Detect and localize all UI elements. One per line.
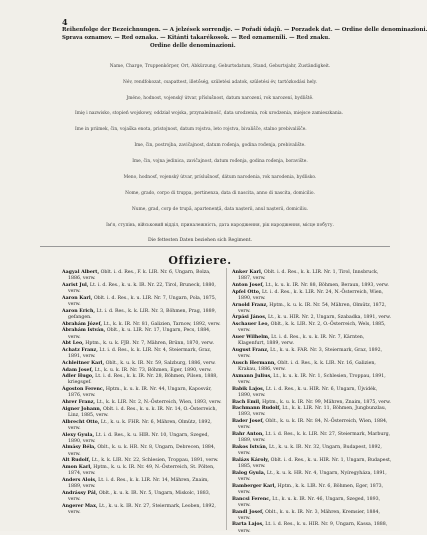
- entry-name: Achleitner Karl,: [62, 360, 105, 366]
- section-title: Offiziere.: [168, 254, 232, 267]
- entries-column-right: [232, 270, 392, 534]
- entry-name: Achatz Franz,: [62, 347, 98, 353]
- entry-name: Ausch Hermann,: [232, 360, 276, 366]
- legend-line-romanian: Nume, grad, corp de trupă, apartenență, data nașterii, anul nașterii, domiciliu.: [131, 207, 309, 212]
- list-item: [62, 491, 222, 503]
- entry-details: Oblt., k. u. k. HR. Nr. 8, Ungarn, Debrecen, 1884, verw.: [68, 445, 216, 457]
- entry-details: Oblt., k. u. k. IR. Nr. 3, Mähren, Kremsier, 1884, verw.: [238, 509, 380, 521]
- list-item: [62, 445, 222, 457]
- section-rule: [40, 246, 390, 247]
- header-line-1: Reihenfolge der Bezeichnungen. — A jelzések sorrendje. — Pořadí údajů. — Porzadek dat. — Ordine delle denominazioni.: [62, 27, 427, 33]
- list-item: [232, 432, 392, 444]
- entry-details: Lt., k. k. IR. Nr. 81, Galizien, Tarnow, 1892, verw.: [103, 321, 221, 327]
- entry-details: Lt., k. u. HIR. Nr. 2, Ungarn, Szabadka, 1891, verw.: [268, 315, 391, 321]
- list-item: [232, 322, 392, 334]
- entry-details: Oblt. i. d. Res., k. u. HIR. Nr. 1, Ungarn, Budapest, 1885, verw.: [238, 457, 392, 470]
- list-item: [62, 387, 222, 399]
- entry-details: Hptm., k. k. LIR. Nr. 6, Böhmen, Eger, 1873, verw.: [238, 483, 384, 495]
- entry-name: Aaron Karl,: [62, 295, 93, 301]
- entry-name: Aagyal Albert,: [62, 270, 100, 275]
- entry-details: Lt. i. d. Res., k. u. HIR. Nr. 9, Ungarn, Kassa, 1888, verw.: [238, 522, 388, 534]
- list-item: [232, 387, 392, 399]
- entry-details: Oblt., k. u. k. IR. Nr. 59, Salzburg, 1886, verw.: [105, 360, 216, 366]
- list-item: [232, 419, 392, 431]
- list-item: [62, 348, 222, 360]
- entry-name: Anders Alois,: [62, 478, 97, 483]
- section-subtitle: Die fettesten Daten beziehen sich Regiment.: [147, 238, 252, 243]
- entry-name: August Franz,: [232, 347, 269, 353]
- list-item: [232, 406, 392, 418]
- entry-name: Aigner Johann,: [62, 406, 102, 412]
- entry-name: Ágoston Ferenc,: [62, 387, 105, 393]
- entries-column-left: [62, 270, 222, 530]
- entry-name: Aschauer Leo,: [232, 322, 270, 328]
- entry-name: Angerer Max,: [62, 503, 98, 509]
- entry-details: Lt., k. u. k. IR. Nr. 32, Ungarn, Budapest, 1892, verw.: [238, 444, 382, 457]
- entry-name: Abrahám Józef,: [62, 321, 102, 327]
- list-item: [62, 420, 222, 432]
- entry-name: Anton Josef,: [232, 282, 264, 288]
- list-item: [62, 283, 222, 295]
- entry-name: Abt Leo,: [62, 341, 84, 347]
- list-item: [232, 348, 392, 360]
- header-line-2: Sprava oznamov. — Red oznaka. — Kitánti takarékosok. — Red oznamenili. — Red znaku.: [62, 35, 330, 41]
- entry-name: Ábrahám István,: [62, 328, 106, 334]
- list-item: [62, 341, 222, 347]
- entry-name: Bahr Anton,: [232, 432, 264, 438]
- entry-details: Lt. i. d. Res., k. k. LIR. Nr. 24, N.-Österreich, Wien, 1890, verw.: [238, 289, 384, 301]
- entry-name: Bamberger Karl,: [232, 483, 277, 489]
- entry-details: Oblt., k. u. LIR. Nr. 17, Ungarn, Pecs, 1884, verw.: [68, 328, 211, 340]
- list-item: [62, 433, 222, 445]
- entry-name: Adler Hugo,: [62, 374, 94, 380]
- list-item: [232, 361, 392, 373]
- list-item: [232, 283, 392, 289]
- entry-name: Amon Karl,: [62, 465, 92, 471]
- entry-details: Oblt. i. d. Res., F. k. LIR. Nr. 6, Ungarn, Bolza, 1886, verw.: [68, 270, 211, 282]
- entry-details: Lt. i. d. Res., k. u. HIR. Nr. 6, Ungarn, Újvidék, 1890, verw.: [238, 386, 378, 398]
- legend-line-italian: Nome, grado, corpo di truppa, pertinenza, data di nascita, anno di nascita, domicilio.: [125, 191, 315, 196]
- list-item: [232, 522, 392, 534]
- entry-name: Bachmann Rudolf,: [232, 406, 281, 412]
- entry-name: Auer Wilhelm,: [232, 335, 270, 341]
- entry-name: Adam Josef,: [62, 367, 94, 373]
- entry-name: Anker Karl,: [232, 270, 263, 275]
- list-item: [232, 484, 392, 496]
- entry-details: Lt., k. u. k. IR. Nr. 88, Böhmen, Beraun, 1893, verw.: [265, 282, 389, 288]
- entry-details: Hptm., k. u. k. FJB. Nr. 7, Mähren, Brünn, 1870, verw.: [85, 341, 214, 347]
- entry-name: Bandl Josef,: [232, 509, 264, 515]
- entry-name: Apfel Otto,: [232, 289, 261, 295]
- entry-name: Balázs Károly,: [232, 457, 270, 463]
- list-item: [62, 374, 222, 386]
- entry-details: Lt. i. d. Res., k. k. LIR. Nr. 4, Steiermark, Graz, 1891, verw.: [68, 347, 212, 360]
- list-item: [232, 335, 392, 347]
- entry-name: Albrecht Otto,: [62, 419, 100, 425]
- entry-details: Lt. i. d. Res., k. u. k. IR. Nr. 22, Tirol, Bruneck, 1880, verw.: [68, 282, 216, 295]
- list-item: [232, 303, 392, 315]
- entry-details: Oblt., k. u. k. IR. Nr. 5, Ungarn, Miskolc, 1883, verw.: [68, 490, 211, 503]
- list-item: [62, 504, 222, 516]
- entry-name: Ahrer Franz,: [62, 400, 96, 406]
- header-line-3: Ordine delle denominazioni.: [150, 43, 236, 49]
- entry-details: Lt., k. k. LIR. Nr. 2, N.-Österreich, Wien, 1893, verw.: [96, 400, 222, 406]
- list-item: [62, 361, 222, 367]
- entry-details: Lt., k. u. k. IR. Nr. 46, Ungarn, Szeged, 1893, verw.: [238, 496, 381, 508]
- entry-name: Bader Josef,: [232, 419, 264, 425]
- list-item: [62, 400, 222, 406]
- list-item: [232, 510, 392, 522]
- entry-details: Oblt. i. d. Res., k. u. LIR. Nr. 7, Ungarn, Pola, 1875, verw.: [68, 295, 217, 308]
- list-item: [232, 315, 392, 321]
- page-number: 4: [62, 17, 68, 27]
- entry-name: Aarist Jul,: [62, 282, 89, 288]
- entry-name: Arnold Franz,: [232, 302, 268, 308]
- legend-line-polish: Imię i nazwisko, stopień wojskowy, oddział wojska, przynależność, data urodzenia, rok urodzenia, miejsce zamieszkania.: [75, 111, 344, 116]
- entry-name: Bancsi Ferenc,: [232, 496, 271, 502]
- entry-details: Lt., k. u. k. HR. Nr. 4, Ungarn, Nyíregyháza, 1891, verw.: [238, 470, 387, 482]
- entry-details: Hptm., k. u. k. IR. Nr. 49, N.-Österreich, St. Pölten, 1874, verw.: [68, 465, 215, 477]
- entry-details: Lt. i. d. Res., k. k. LIR. Nr. 3, Böhmen, Prag, 1889, gefangen.: [68, 308, 217, 320]
- entry-details: Lt., k. k. LIR. Nr. 22, Schlesien, Troppau, 1891, verw.: [91, 458, 219, 464]
- list-item: [232, 270, 392, 282]
- entry-details: Hptm., k. u. k. IR. Nr. 99, Mähren, Znaim, 1875, verw.: [262, 399, 391, 405]
- list-item: [62, 478, 222, 490]
- list-item: [62, 458, 222, 464]
- entry-details: Lt., k. u. k. IR. Nr. 1, Schlesien, Troppau, 1891, verw.: [238, 373, 386, 385]
- entry-name: Babik Lajos,: [232, 386, 265, 392]
- entry-details: Lt., k. k. LIR. Nr. 11, Böhmen, Jungbunzlau, 1893, verw.: [238, 406, 387, 418]
- entry-name: Alt Rudolf,: [62, 458, 91, 464]
- entry-name: Bach Emil,: [232, 399, 261, 405]
- entry-details: Lt. i. d. Res., k. u. k. IR. Nr. 7, Kärnten, Klagenfurt, 1889, verw.: [238, 335, 365, 347]
- entry-details: Lt., k. u. k. FAR. Nr. 3, Steiermark, Graz, 1892, verw.: [238, 347, 383, 360]
- list-item: [62, 465, 222, 477]
- legend-line-croatian: Ime, čin, postrojba, zavičajnost, datum rođenja, godina rođenja, prebivalište.: [134, 143, 306, 148]
- list-item: [232, 374, 392, 386]
- list-item: [232, 458, 392, 470]
- entry-details: Oblt., k. u. k. IR. Nr. 84, N.-Österreich, Wien, 1884, verw.: [238, 419, 388, 431]
- list-item: [62, 322, 222, 328]
- legend-line-serbian: Ime, čin, vojna jedinica, zavičajnost, datum rođenja, godina rođenja, boravište.: [132, 159, 308, 164]
- list-item: [232, 400, 392, 406]
- list-item: [62, 407, 222, 419]
- legend-line-ruthenian: Ім'я, ступінь, військовий відділ, приналежність, дата народження, рік народження, місце побуту.: [106, 223, 334, 228]
- entry-name: Andrássy Pál,: [62, 490, 98, 496]
- entry-details: Lt. i. d. Res., k. k. LIR. Nr. 27, Steiermark, Marburg, 1889, verw.: [238, 432, 391, 444]
- list-item: [232, 290, 392, 302]
- entry-details: Oblt. i. d. Res., k. k. LIR. Nr. 1, Tirol, Innsbruck, 1887, verw.: [238, 270, 379, 282]
- legend-line-slovene: Ime in priimek, čin, vojaška enota, pristojnost, datum rojstva, leto rojstva, bivališče, stalno prebivališče.: [75, 127, 307, 132]
- entry-details: Oblt. i. d. Res., k. u. k. IR. Nr. 14, O.-Österreich, Linz, 1885, verw.: [68, 406, 217, 418]
- column-divider: [226, 268, 227, 530]
- legend-line-hungarian: Név, rendfokozat, csapattest, illetőség, születési adatok, születési év, tartózkodási hely.: [123, 80, 317, 85]
- list-item: [62, 328, 222, 340]
- legend-line-czech: Jméno, hodnost, vojenský útvar, příslušnost, datum narození, rok narození, bydliště.: [126, 96, 314, 101]
- entry-details: Oblt. i. d. Res., k. k. LIR. Nr. 16, Galizien, Krakau, 1886, verw.: [238, 360, 376, 373]
- entry-details: Lt., k. u. k. IR. Nr. 73, Böhmen, Eger, 1890, verw.: [94, 367, 212, 373]
- entry-name: Árpási János,: [232, 315, 267, 321]
- entry-details: Lt. i. d. Res., k. u. HIR. Nr. 10, Ungarn, Szeged, 1890, verw.: [68, 432, 210, 444]
- entry-name: Barta Lajos,: [232, 522, 264, 528]
- entry-details: Lt., k. u. k. IR. Nr. 27, Steiermark, Leoben, 1892, verw.: [68, 503, 216, 516]
- list-item: [232, 497, 392, 509]
- list-item: [62, 368, 222, 374]
- entry-name: Aaron Erich,: [62, 308, 96, 314]
- entry-details: Lt. i. d. Res., k. k. IR. Nr. 28, Böhmen, Pilsen, 1888, kriegsgef.: [68, 374, 218, 386]
- entry-name: Almásy Béla,: [62, 445, 96, 451]
- entry-name: Bakos István,: [232, 444, 268, 450]
- entry-details: Oblt., k. k. LIR. Nr. 2, O.-Österreich, Wels, 1885, verw.: [238, 322, 386, 334]
- entry-name: Balog Gyula,: [232, 470, 266, 476]
- list-item: [62, 309, 222, 321]
- list-item: [232, 445, 392, 457]
- list-item: [62, 270, 222, 282]
- list-item: [62, 296, 222, 308]
- entry-details: Hptm., k. u. k. IR. Nr. 54, Mähren, Olmütz, 1872, verw.: [238, 302, 387, 314]
- legend-line-german: Name, Charge, Truppenkörper, Ort, Abkürzung, Geburtsdatum, Stand, Geburtsjahr, Zuständigkeit.: [109, 64, 331, 69]
- entry-details: Lt., k. u. k. FHR. Nr. 6, Mähren, Olmütz, 1892, verw.: [68, 419, 212, 431]
- legend-line-slovak: Meno, hodnosť, vojenský útvar, príslušnosť, dátum narodenia, rok narodenia, bydlisko.: [123, 175, 317, 180]
- entry-details: Hptm., k. u. k. IR. Nr. 44, Ungarn, Kaposvár, 1876, verw.: [68, 387, 212, 399]
- entry-name: Alexy Gyula,: [62, 432, 95, 438]
- entry-details: Lt. i. d. Res., k. k. LIR. Nr. 14, Mähren, Znaim, 1889, verw.: [68, 478, 209, 490]
- entry-name: Axmann Julius,: [232, 373, 272, 379]
- list-item: [232, 471, 392, 483]
